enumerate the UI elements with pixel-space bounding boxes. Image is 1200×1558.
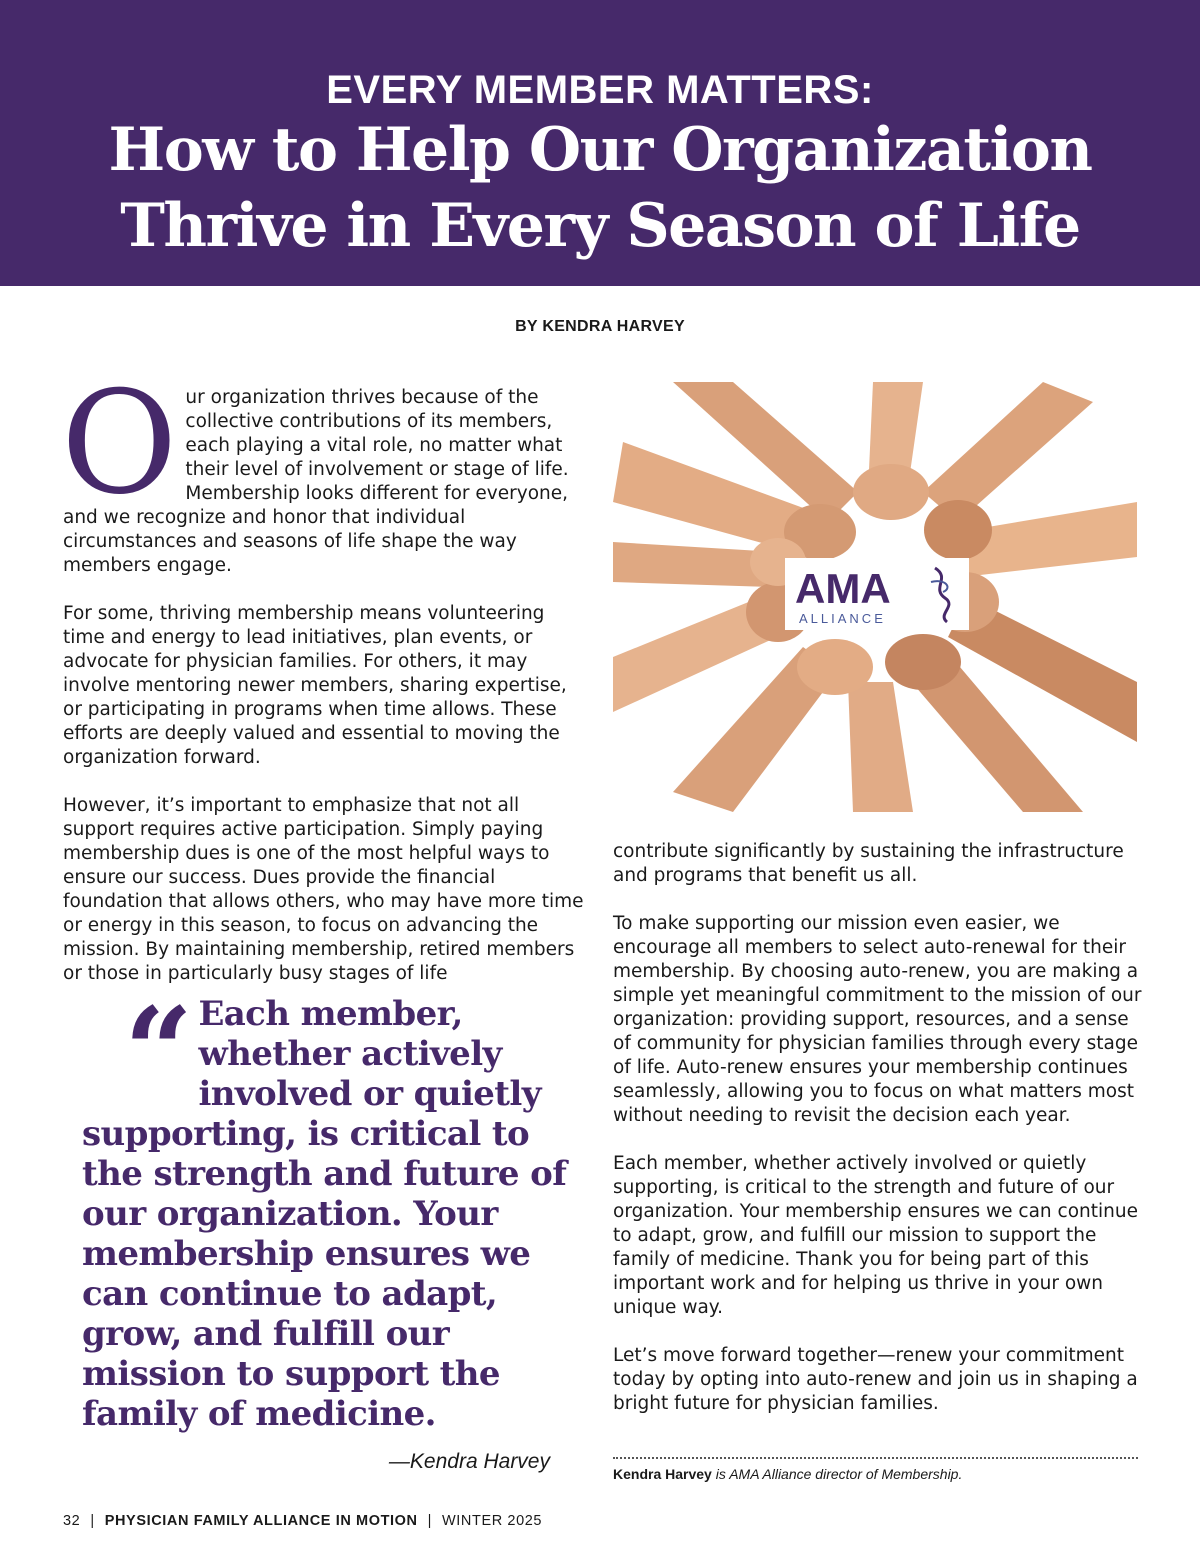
bio-name: Kendra Harvey — [613, 1466, 712, 1482]
paragraph-4: To make supporting our mission even easier, we encourage all members to select auto-renewal for their membership. By choosing auto-renew, you are making a simple yet meaningful commitment to the mission of our organization: providing support, resources, and a sense of community for physician families through every stage of life. Auto-renew ensures your membership continues seamlessly, allowing you to focus on what matters most without needing to revisit the decision each year. — [613, 913, 1142, 1126]
page-footer: 32 | PHYSICIAN FAMILY ALLIANCE IN MOTION | WINTER 2025 — [63, 1513, 543, 1529]
page-number: 32 — [63, 1513, 81, 1529]
paragraph-1-text: ur organization thrives because of the collective contributions of its members, each playing a vital role, no matter what their level of involvement or stage of life. Membership looks different for everyone, and we recognize and honor that individual circumstances and seasons of life shape the way members engage. — [63, 387, 569, 576]
paragraph-3: However, it’s important to emphasize that not all support requires active participation. Simply paying membership dues is one of the most helpful ways to ensure our success. Dues provide the financial foundation that allows others, who may have more time or energy in this season, to focus on advancing the mission. By maintaining membership, retired members or those in particularly busy stages of life — [63, 795, 584, 984]
quote-mark-icon: “ — [124, 981, 193, 1122]
article-left-column — [61, 361, 588, 1010]
pull-quote-text: Each member, whether actively involved or quietly supporting, is critical to the strength and future of our organization. Your membership ensures we can continue to adapt, grow, and fulfill our mission to support the family of medicine. — [82, 994, 567, 1434]
logo-main-text: AMA — [795, 565, 891, 612]
paragraph-3-continued: contribute significantly by sustaining the infrastructure and programs that benefit us all. — [613, 841, 1124, 886]
pull-quote-attribution: —Kendra Harvey — [388, 1450, 550, 1473]
byline: BY KENDRA HARVEY — [515, 318, 685, 335]
title-banner — [0, 0, 1200, 286]
bio-text: is AMA Alliance director of Membership. — [711, 1466, 963, 1482]
pull-quote — [82, 981, 582, 1434]
publication-name: PHYSICIAN FAMILY ALLIANCE IN MOTION — [104, 1513, 418, 1529]
hands-illustration — [613, 382, 1137, 812]
issue-date: WINTER 2025 — [442, 1513, 543, 1529]
paragraph-1 — [61, 361, 588, 578]
article-right-column — [613, 840, 1143, 1440]
page-title — [0, 112, 1200, 264]
hands-circle-image — [613, 382, 1137, 812]
paragraph-6: Let’s move forward together—renew your commitment today by opting into auto-renew and join us in shaping a bright future for physician families. — [613, 1345, 1138, 1414]
paragraph-5: Each member, whether actively involved or quietly supporting, is critical to the strength and future of our organization. Your membership ensures we can continue to adapt, grow, and fulfill our mission to support the family of medicine. Thank you for being part of this important work and for helping us thrive in your own unique way. — [613, 1153, 1138, 1318]
logo-sub-text: ALLIANCE — [799, 611, 886, 626]
drop-cap: O — [61, 361, 178, 526]
headline-line-2: Thrive in Every Season of Life — [120, 191, 1080, 261]
author-bio — [613, 1466, 1138, 1482]
kicker: EVERY MEMBER MATTERS: — [326, 68, 874, 112]
bio-divider — [613, 1457, 1138, 1459]
paragraph-2: For some, thriving membership means volunteering time and energy to lead initiatives, plan events, or advocate for physician families. For others, it may involve mentoring newer members, sharing expertise, or participating in programs when time allows. These efforts are deeply valued and essential to moving the organization forward. — [63, 603, 567, 768]
headline-line-1: How to Help Our Organization — [108, 115, 1092, 185]
